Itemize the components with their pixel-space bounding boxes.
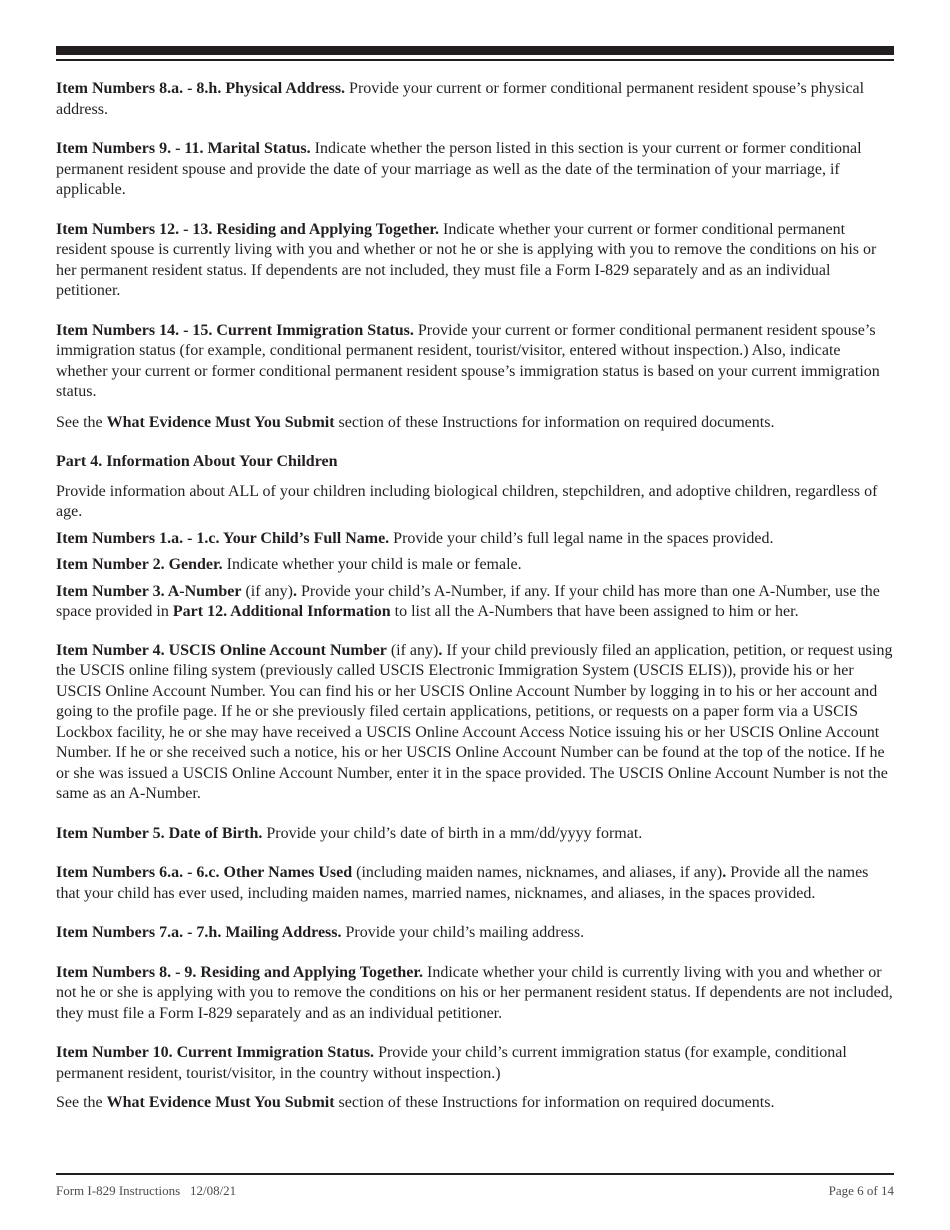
para-child-full-name: Item Numbers 1.a. - 1.c. Your Child’s Full Name. Provide your child’s full legal name in the spaces provided.	[56, 529, 774, 547]
header-rule-thin	[56, 59, 894, 61]
footer-page-number: Page 6 of 14	[828, 1183, 894, 1198]
para-marital-status: Item Numbers 9. - 11. Marital Status. Indicate whether the person listed in this section is your current or former conditional permanent resident spouse and provide the date of your marriage as well as the date of the termination of your marriage, if applicable.	[56, 140, 862, 198]
para-child-date-of-birth: Item Number 5. Date of Birth. Provide your child’s date of birth in a mm/dd/yyyy format.	[56, 824, 643, 842]
footer-form-name: Form I-829 Instructions 12/08/21	[56, 1183, 237, 1198]
footer-rule	[56, 1173, 894, 1175]
para-spouse-immigration-status: Item Numbers 14. - 15. Current Immigration Status. Provide your current or former conditional permanent resident spouse’s immigration status (for example, conditional permanent resident, tourist/visitor, entered without inspection.) Also, indicate whether your current or former conditional permanent resident spouse’s immigration status is based on your current immigration status.	[56, 321, 880, 400]
para-child-immigration-status: Item Number 10. Current Immigration Status. Provide your child’s current immigration status (for example, conditional permanent resident, tourist/visitor, in the country without inspection.)	[56, 1044, 847, 1082]
para-child-uscis-account: Item Number 4. USCIS Online Account Number (if any). If your child previously filed an application, petition, or request using the USCIS online filing system (previously called USCIS Electronic Immigration System (USCIS ELIS)), provide his or her USCIS Online Account Number. You can find his or her USCIS Online Account Number by logging in to his or her account and going to the profile page. If he or she previously filed certain applications, petitions, or requests on a paper form via a USCIS Lockbox facility, he or she may have received a USCIS Online Account Access Notice issuing his or her USCIS Online Account Number. If he or she received such a notice, his or her USCIS Online Account Number can be found at the top of the notice. If he or she was issued a USCIS Online Account Number, enter it in the space provided. The USCIS Online Account Number is not the same as an A-Number.	[56, 641, 893, 802]
para-evidence-reference-children: See the What Evidence Must You Submit section of these Instructions for information on required documents.	[56, 1094, 775, 1111]
para-spouse-residing-together: Item Numbers 12. - 13. Residing and Applying Together. Indicate whether your current or former conditional permanent resident spouse is currently living with you and whether or not he or she is applying with you to remove the conditions on his or her permanent resident status. If dependents are not included, they must file a Form I-829 separately and as an individual petitioner.	[56, 220, 877, 299]
para-child-mailing-address: Item Numbers 7.a. - 7.h. Mailing Address. Provide your child’s mailing address.	[56, 924, 585, 941]
para-evidence-reference: See the What Evidence Must You Submit section of these Instructions for information on required documents.	[56, 413, 775, 431]
para-child-residing-together: Item Numbers 8. - 9. Residing and Applying Together. Indicate whether your child is currently living with you and whether or not he or she is applying with you to remove the conditions on his or her permanent resident status. If dependents are not included, they must file a Form I-829 separately and as an individual petitioner.	[56, 963, 893, 1022]
para-children-intro: Provide information about ALL of your children including biological children, stepchildren, and adoptive children, regardless of age.	[56, 482, 878, 520]
header-rule-thick	[56, 46, 894, 55]
para-physical-address: Item Numbers 8.a. - 8.h. Physical Address. Provide your current or former conditional permanent resident spouse’s physical address.	[56, 80, 865, 118]
para-child-a-number: Item Number 3. A-Number (if any). Provide your child’s A-Number, if any. If your child has more than one A-Number, use the space provided in Part 12. Additional Information to list all the A-Numbers that have been assigned to him or her.	[56, 582, 880, 620]
para-child-gender: Item Number 2. Gender. Indicate whether your child is male or female.	[56, 556, 522, 573]
instructions-body	[56, 79, 896, 1114]
section-heading-part-4: Part 4. Information About Your Children	[56, 453, 338, 470]
para-child-other-names: Item Numbers 6.a. - 6.c. Other Names Used (including maiden names, nicknames, and aliases, if any). Provide all the names that your child has ever used, including maiden names, married names, nicknames, and aliases, in the spaces provided.	[56, 864, 869, 902]
